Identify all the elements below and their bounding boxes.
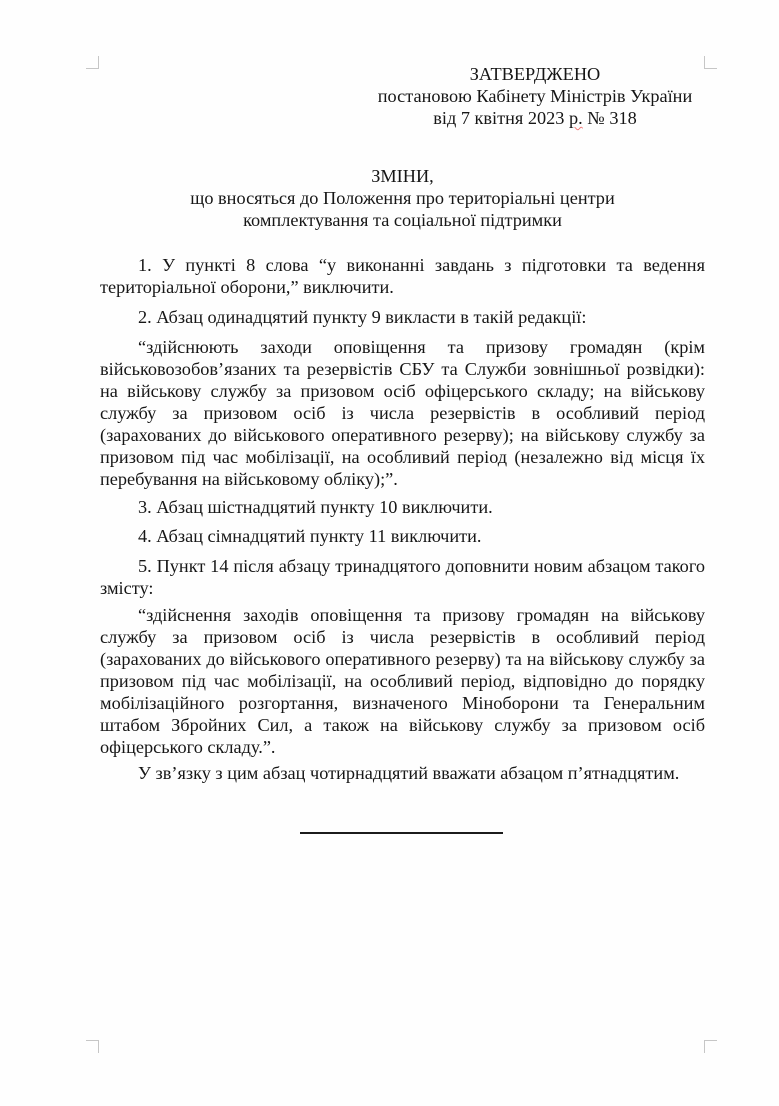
body-paragraph-5: 4. Абзац сімнадцятий пункту 11 виключити. (138, 526, 482, 546)
body-paragraph-3-quoted: “здійснюють заходи оповіщення та призову громадян (крім військовозобов’язаних та резервістів СБУ та Служби зовнішньої розвідки): на військову службу за призовом осіб офіцерського складу; на військову службу за призовом осіб із числа резервістів в особливий період (зарахованих до військового оперативного резерву); на військову службу за призовом під час мобілізації, на особливий період (незалежно від місця їх перебування на військовому обліку);”. (100, 337, 705, 489)
title-line-changes: ЗМІНИ, (371, 166, 434, 186)
body-paragraph-2: 2. Абзац одинадцятий пункту 9 викласти в такій редакції: (138, 307, 587, 327)
approval-doc-number: № 318 (582, 108, 637, 128)
end-of-document-line (300, 832, 503, 834)
approval-date-prefix: від 7 квітня 2023 (433, 108, 570, 128)
text-boundary-mark-bottom-left (86, 1040, 99, 1053)
title-line-subject-continued: комплектування та соціальної підтримки (243, 210, 562, 230)
text-boundary-mark-bottom-right (704, 1040, 717, 1053)
body-paragraph-1: 1. У пункті 8 слова “у виконанні завдань з підготовки та ведення територіальної оборони,” виключити. (100, 255, 705, 297)
text-boundary-mark-top-left (86, 56, 99, 69)
title-line-subject: що вносяться до Положення про територіальні центри (190, 188, 615, 208)
body-paragraph-6: 5. Пункт 14 після абзацу тринадцятого доповнити новим абзацом такого змісту: (100, 556, 705, 598)
approval-line-approved: ЗАТВЕРДЖЕНО (469, 64, 601, 84)
approval-line-date-number (330, 107, 740, 129)
body-paragraph-7-quoted: “здійснення заходів оповіщення та призову громадян на військову службу за призовом осіб із числа резервістів в особливий період (зарахованих до військового оперативного резерву) та на військову службу за призовом під час мобілізації, на особливий період, відповідно до порядку мобілізаційного розгортання, визначеного Міноборони та Генеральним штабом Збройних Сил, а також на військову службу за призовом осіб офіцерського складу.”. (100, 605, 705, 757)
approval-block (330, 63, 740, 129)
approval-line-resolution: постановою Кабінету Міністрів України (377, 86, 693, 106)
body-paragraph-4: 3. Абзац шістнадцятий пункту 10 виключити. (138, 497, 493, 517)
spellcheck-underlined-word: р. (569, 108, 583, 128)
document-title-block (100, 165, 705, 231)
body-paragraph-8: У зв’язку з цим абзац чотирнадцятий вважати абзацом п’ятнадцятим. (138, 763, 680, 783)
